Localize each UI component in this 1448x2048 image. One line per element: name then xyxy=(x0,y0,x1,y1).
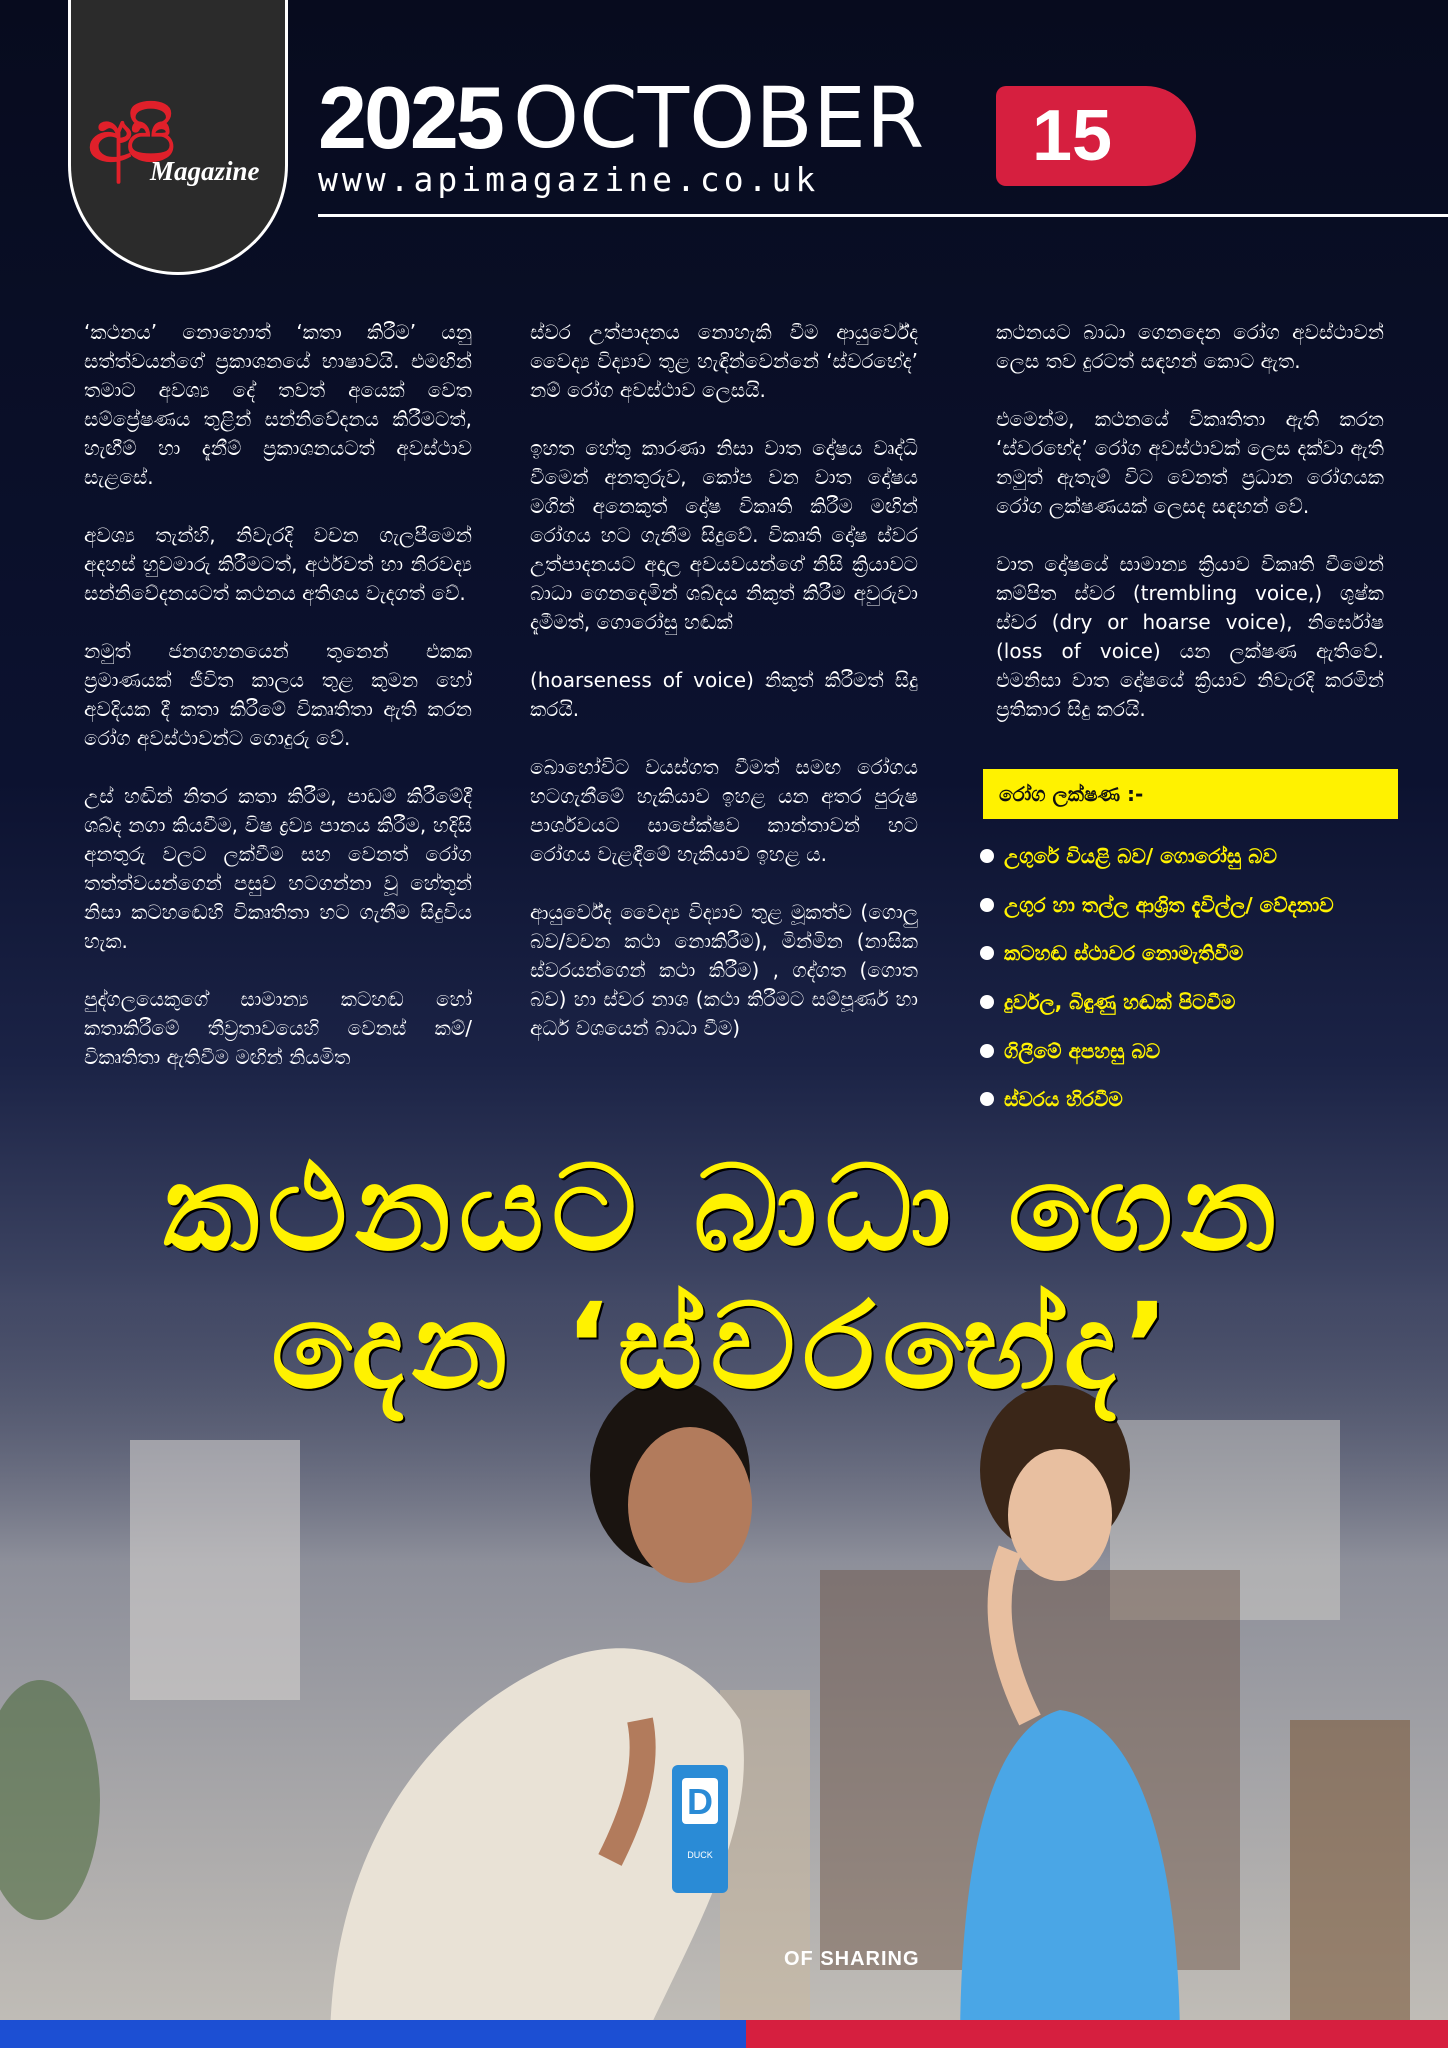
symptom-text: ස්වරය හිරවීම xyxy=(1004,1087,1123,1112)
paragraph: එමෙන්ම, කථනයේ විකෘතිතා ඇති කරන ‘ස්වරභේද’ රෝග අවස්ථාවක් ලෙස දක්වා ඇති නමුත් ඇතැම් විට වෙනත් ප්‍රධාන රෝගයක රෝග ලක්ෂණයක් ලෙසද සඳහන් වේ. xyxy=(996,407,1384,518)
footer-bar-red xyxy=(746,2020,1448,2048)
bullet-icon xyxy=(980,995,994,1009)
article-column-2 xyxy=(530,318,918,1072)
list-item xyxy=(980,881,1400,930)
headline-line-1: කථනයට බාධා ගෙන xyxy=(163,1139,1285,1277)
paragraph: වාත දෝෂයේ සාමාන්‍ය ක්‍රියාව විකෘති වීමෙන් කම්පිත ස්වර (trembling voice,) ශුෂ්ක ස්වර (dry or hoarse voice), නිර්ඝෝෂ (loss of voice) යන ලක්ෂණ ඇතිවේ. එමනිසා වාත දෝෂයේ ක්‍රියාව නිවැරදි කරමින් ප්‍රතිකාර සිදු කරයි. xyxy=(996,552,1384,721)
list-item xyxy=(980,1075,1400,1124)
paragraph: ඉහත හේතු කාරණා නිසා වාත දෝෂය වෘද්ධි වීමෙන් අනතුරුව, කෝප වන වාත දෝෂය මගින් අනෙකුත් දෝෂ විකෘති කිරීම මඟින් රෝගය හට ගැනීම සිදුවේ. විකෘති දෝෂ ස්වර උත්පාදනයට අදාල අවයවයන්ගේ නිසි ක්‍රියාවට බාධා ගෙනදෙමින් ශබ්දය නිකුත් කිරීම අවුරුවා දැමීමත්, ගොරෝසු හඬක් xyxy=(530,436,918,634)
bullet-icon xyxy=(980,946,994,960)
bullet-icon xyxy=(980,1044,994,1058)
bullet-icon xyxy=(980,898,994,912)
footer-color-bar xyxy=(0,2020,1448,2048)
list-item xyxy=(980,1026,1400,1075)
article-column-3 xyxy=(996,318,1384,753)
paragraph: බොහෝවිට වයස්ගත වීමත් සමඟ රෝගය හටගැනීමේ හැකියාව ඉහළ යන අතර පුරුෂ පාර්ශවයට සාපේක්ෂව කාන්තාවන් හට රෝගය වැළඳීමේ හැකියාව ඉහළ ය. xyxy=(530,755,918,866)
paragraph: උස් හඬින් නිතර කතා කිරීම, පාඩම් කිරීමේදී ශබ්ද නගා කියවීම, විෂ ද්‍රව්‍ය පානය කිරීම, හදිසි අනතුරු වලට ලක්වීම සහ වෙනත් රෝග තත්ත්වයන්ගෙන් පසුව හටගන්නා වූ හේතූන් නිසා කටහඬෙහි විකෘතිතා හට ගැනීම සිදුවිය හැක. xyxy=(84,784,472,953)
symptom-text: උගුරේ වියළි බව/ ගොරෝසු බව xyxy=(1004,844,1277,869)
footer-bar-blue xyxy=(0,2020,746,2048)
paragraph: (hoarseness of voice) නිකුත් කිරීමත් සිදු කරයි. xyxy=(530,668,918,721)
logo-wordmark: Magazine xyxy=(150,156,260,186)
list-item xyxy=(980,832,1400,881)
bullet-icon xyxy=(980,1092,994,1106)
header-divider xyxy=(318,214,1448,217)
flash-card-letter: D xyxy=(687,1781,713,1822)
logo[interactable] xyxy=(88,93,278,190)
logo-script: අපි xyxy=(88,93,170,178)
photo-credit: OF SHARING xyxy=(784,1948,920,1970)
symptom-text: දුර්වල, බිඳුණු හඬක් පිටවීම xyxy=(1004,990,1236,1015)
symptoms-heading: රෝග ලක්ෂණ :- xyxy=(983,769,1398,819)
symptoms-list xyxy=(980,832,1400,1124)
headline-line-2: දෙන ‘ස්වරභේද’ xyxy=(271,1277,1177,1415)
bullet-icon xyxy=(980,849,994,863)
list-item xyxy=(980,978,1400,1027)
symptom-text: කටහඬ ස්ථාවර නොමැතිවීම xyxy=(1004,941,1244,966)
symptom-text: ගිලීමේ අපහසු බව xyxy=(1004,1038,1161,1063)
article-column-1 xyxy=(84,318,472,1101)
flash-card-word: DUCK xyxy=(687,1850,713,1860)
paragraph: පුද්ගලයෙකුගේ සාමාන්‍ය කටහඬ හෝ කතාකිරීමේ තීව්‍රතාවයෙහි වෙනස් කම්/විකෘතිතා ඇතිවීම මඟින් නියමිත xyxy=(84,987,472,1069)
website-url[interactable]: www.apimagazine.co.uk xyxy=(318,160,820,199)
issue-month: OCTOBER xyxy=(513,69,925,167)
paragraph: ස්වර උත්පාදනය නොහැකි වීම ආයුර්වේද වෛද්‍ය විද්‍යාව තුළ හැඳින්වෙන්නේ ‘ස්වරභේද’ නම් රෝග අවස්ථාව ලෙසයි. xyxy=(530,320,918,402)
paragraph: කථනයට බාධා ගෙනදෙන රෝග අවස්ථාවන් ලෙස තව දුරටත් සඳහන් කොට ඇත. xyxy=(996,320,1384,373)
list-item xyxy=(980,929,1400,978)
issue-year: 2025 xyxy=(318,68,502,167)
paragraph: ආයුර්වේද වෛද්‍ය විද්‍යාව තුළ මූකත්ව (ගොලු බව/වචන කථා නොකිරීම), මින්මින (නාසික ස්වරයන්ගෙන් කථා කිරීම) , ගද්ගත (ගොත බව) හා ස්වර නාශ (කථා කිරීමට සම්පූර්ණ හා අර්ධ වශයෙන් බාධා වීම) xyxy=(530,900,918,1040)
paragraph: නමුත් ජනගහනයෙන් තුනෙන් එකක ප්‍රමාණයක් ජීවිත කාලය තුළ කුමන හෝ අවදියක දී කතා කිරීමේ විකෘතිතා ඇති කරන රෝග අවස්ථාවන්ට ගොදුරු වේ. xyxy=(84,639,472,750)
symptom-text: උගුර හා තල්ල ආශ්‍රිත දැවිල්ල/ වේදනාව xyxy=(1004,892,1334,917)
paragraph: අවශ්‍ය තැන්හි, නිවැරදි වචන ගැලපීමෙන් අදහස් හුවමාරු කිරීමටත්, අර්ථවත් හා නිරවද්‍ය සන්නිවේදනයටත් කථනය අතිශය වැදගත් වේ. xyxy=(84,523,472,605)
page-number-badge: 15 xyxy=(996,86,1196,186)
paragraph: ‘කථනය’ නොහොත් ‘කතා කිරීම’ යනු සත්ත්වයන්ගේ ප්‍රකාශනයේ භාෂාවයි. එමඟින් තමාට අවශ්‍ය දේ තවත් අයෙක් වෙත සම්ප්‍රේෂණය තුළින් සන්නිවේදනය කිරීමටත්, හැඟීම් හා දැනීම් ප්‍රකාශනයටත් අවස්ථාව සැළසේ. xyxy=(84,320,472,489)
